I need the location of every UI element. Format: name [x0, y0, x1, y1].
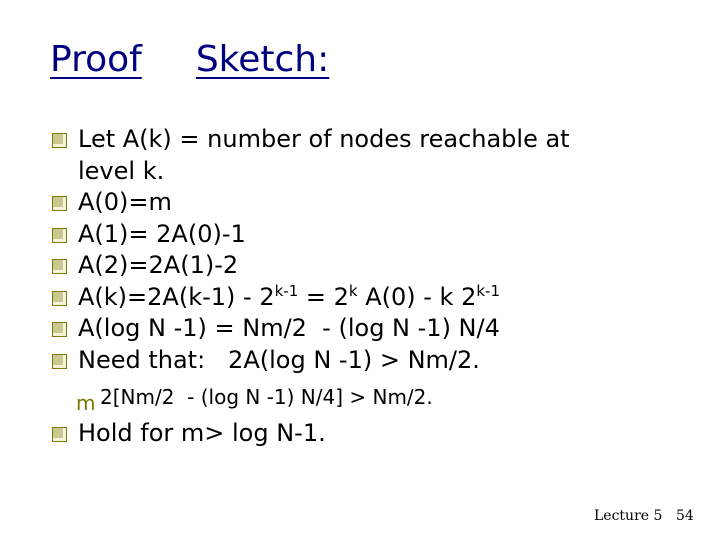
footer-page-number: 54 — [676, 508, 694, 524]
bullet-item — [50, 187, 690, 219]
bullet-item — [50, 313, 690, 345]
checkbox-bullet-icon — [52, 196, 67, 211]
title-word-sketch: Sketch: — [195, 39, 330, 80]
checkbox-bullet-icon — [52, 427, 67, 442]
formula-exponent: k — [348, 281, 358, 300]
footer-lecture-label: Lecture 5 — [594, 508, 663, 524]
checkbox-bullet-icon — [52, 133, 67, 148]
bullet-item — [50, 219, 690, 251]
bullet-text: Hold for m> log N-1. — [78, 419, 326, 447]
checkbox-bullet-icon — [52, 228, 67, 243]
formula-part: A(0) - k 2 — [357, 282, 477, 311]
bullet-text: A(log N -1) = Nm/2 - (log N -1) N/4 — [78, 314, 500, 342]
bullet-text: A(0)=m — [78, 188, 172, 216]
checkbox-bullet-icon — [52, 354, 67, 369]
slide-title — [50, 40, 329, 80]
sub-bullet-item — [76, 380, 690, 414]
checkbox-bullet-icon — [52, 291, 67, 306]
bullet-item — [50, 418, 690, 450]
bullet-item — [50, 345, 690, 377]
bullet-item — [50, 282, 690, 314]
sub-bullet-text: 2[Nm/2 - (log N -1) N/4] > Nm/2. — [100, 385, 433, 409]
bullet-text-line1: Let A(k) = number of nodes reachable at — [78, 125, 570, 153]
formula-part: = 2 — [298, 282, 349, 311]
bullet-text: A(2)=2A(1)-2 — [78, 251, 239, 279]
bullet-item — [50, 124, 690, 187]
bullet-text: A(1)= 2A(0)-1 — [78, 219, 246, 248]
sub-bullet-marker-icon: m — [76, 391, 96, 415]
formula-exponent: k-1 — [274, 281, 299, 300]
bullet-text-line2: level k. — [78, 156, 165, 185]
title-word-proof: Proof — [50, 39, 142, 80]
checkbox-bullet-icon — [52, 259, 67, 274]
formula-part: A(k)=2A(k-1) - 2 — [78, 282, 275, 311]
bullet-list — [50, 124, 690, 450]
bullet-item — [50, 250, 690, 282]
bullet-text: Need that: 2A(log N -1) > Nm/2. — [78, 345, 480, 374]
checkbox-bullet-icon — [52, 322, 67, 337]
formula-exponent: k-1 — [476, 281, 500, 300]
